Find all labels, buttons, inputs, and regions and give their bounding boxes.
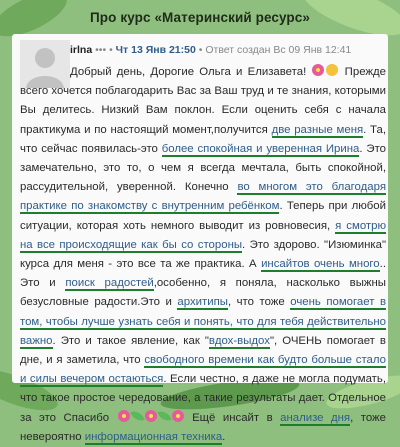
leaf-emoji-icon	[130, 408, 144, 423]
text-segment: . Это и такое явление, как "	[52, 334, 209, 347]
highlight: информационная техника	[84, 430, 223, 443]
highlight: более спокойная и уверенная Ирина	[161, 142, 360, 155]
highlight: вдох-выдох	[208, 334, 270, 347]
highlight: очень помогает в том, чтобы лучше узнать себя и понять, что для тебя действительно важно	[20, 296, 386, 347]
text-segment: Ещё инсайт в	[192, 411, 273, 424]
text-segment: Добрый день, Дорогие Ольга и Елизавета!	[70, 66, 307, 78]
text-segment: . Если честно, я даже не могла подумать, что такое простое чередование, а такие результаты дает. Отдельное за это Спасибо	[20, 373, 386, 424]
page-title: Про курс «Материнский ресурс»	[90, 9, 310, 25]
text-segment: Прежде всего хочется поблагодарить Вас за Ваш труд и те знания, которыми Вы делитесь. Низкий Вам поклон. Если оценить себя с начала практикума и по настоящий момент,получится	[20, 66, 387, 136]
text-segment: . Это замечательно, это то, о чем я всегда мечтала, быть спокойной, рассудительной, уверенной. Конечно	[20, 142, 386, 194]
flower-emoji-icon	[145, 410, 157, 422]
text-segment: . Теперь при любой ситуации, которая хоть немного выводит из ровновесия,	[20, 200, 386, 232]
author-name[interactable]: irlna	[70, 44, 93, 56]
reply-created: • Ответ создан Вс 09 Янв 12:41	[198, 44, 352, 56]
comment-card	[12, 34, 388, 443]
text-segment: , тоже невероятно	[20, 411, 386, 443]
leaf-emoji-icon	[157, 408, 171, 423]
text-segment: ,особенно, я поняла, насколько выжны безусловные радости.Это и	[20, 277, 386, 309]
highlight: я смотрю на все происходящие как бы со стороны	[20, 219, 386, 251]
comment-body	[20, 63, 386, 447]
smile-emoji-icon	[326, 64, 338, 76]
highlight: две разные меня	[271, 123, 364, 136]
flower-emoji-icon	[118, 410, 130, 422]
text-segment: .. Это и	[20, 258, 386, 290]
author-dots: •••	[95, 44, 107, 56]
comment-date[interactable]: Чт 13 Янв 21:50	[115, 44, 196, 56]
flower-emoji-icon	[312, 64, 324, 76]
highlight: инсайтов очень много	[261, 258, 380, 271]
highlight: архитипы	[177, 296, 228, 309]
text-segment: . Это здорово. "Изюминка" курса для меня - это все та же практика. А	[20, 238, 387, 271]
header	[0, 0, 400, 34]
text-segment: .	[222, 430, 226, 443]
flower-emoji-icon	[172, 410, 184, 422]
text-segment: , что тоже	[227, 296, 285, 309]
comment-meta	[70, 44, 388, 56]
text-segment: . Та, что сейчас появилась-это	[20, 123, 387, 155]
meta-separator: •	[109, 44, 113, 56]
highlight: во многом это благодаря практике по знакомству с внутренним ребёнком	[20, 181, 386, 213]
highlight: свободного времени как будто больше стало и силы вечером остаються	[20, 354, 386, 386]
highlight: поиск радостей	[65, 277, 154, 290]
text-segment: ", ОЧЕНЬ помогает в дне, и я заметила, что	[20, 334, 386, 367]
highlight: анализе дня	[280, 411, 351, 424]
